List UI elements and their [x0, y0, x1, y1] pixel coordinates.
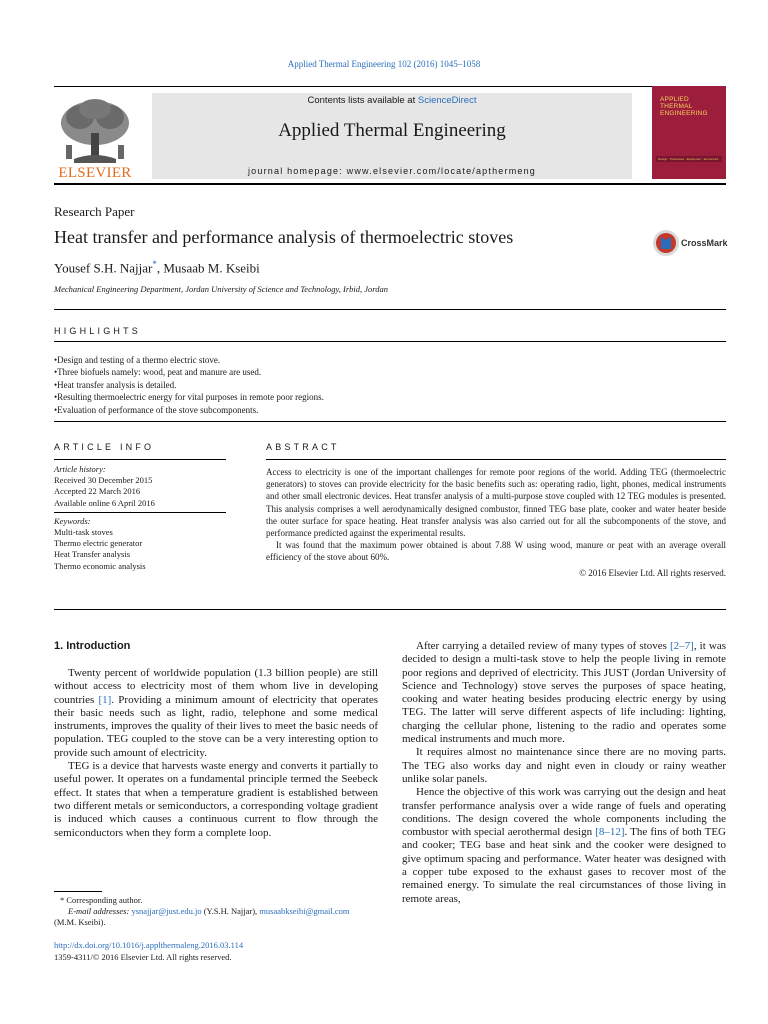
paper-title: Heat transfer and performance analysis of thermoelectric stoves	[54, 227, 514, 247]
journal-title: Applied Thermal Engineering	[278, 120, 506, 141]
body-paragraph: It requires almost no maintenance since there are no moving parts. The TEG also works day and night even in cloudy or rainy weather unlike solar panels.	[402, 746, 726, 785]
highlights-list	[54, 354, 726, 416]
highlights-heading: HIGHLIGHTS	[54, 326, 142, 336]
right-column	[402, 640, 726, 906]
info-divider	[54, 512, 226, 513]
issn-line: 1359-4311/© 2016 Elsevier Ltd. All rights reserved.	[54, 951, 232, 962]
body-paragraph	[402, 786, 726, 906]
article-info	[54, 464, 226, 572]
abstract-body	[266, 466, 726, 579]
cover-subtitle: Design · Processes · Equipment · Economics	[658, 157, 719, 161]
text-run: After carrying a detailed review of many types of stoves	[416, 640, 670, 652]
journal-reference[interactable]: Applied Thermal Engineering 102 (2016) 1045–1058	[287, 59, 481, 69]
abstract-rule	[266, 459, 726, 460]
doi-link[interactable]: http://dx.doi.org/10.1016/j.applthermaleng.2016.03.114	[54, 940, 244, 950]
keyword: Multi-task stoves	[54, 527, 113, 538]
keyword: Thermo electric generator	[54, 538, 143, 549]
highlight-item: • Three biofuels namely: wood, peat and manure are used.	[54, 366, 726, 378]
history-accepted: Accepted 22 March 2016	[54, 486, 141, 497]
email-line	[54, 906, 384, 917]
left-column	[54, 667, 378, 840]
body-paragraph	[402, 640, 726, 746]
crossmark-button[interactable]	[652, 229, 732, 259]
text-run: . The fins of both TEG and cooker; TEG base and heat sink and the cooker were designed to give optimum spacing and performance. Water heater was designed with a copper tube exposed to the exhaust gases to recover most of the remained energy. To simulate the real circumstances of those living in remote areas,	[402, 826, 727, 905]
citation-link[interactable]: [2–7]	[669, 640, 694, 652]
journal-homepage[interactable]: journal homepage: www.elsevier.com/locate/apthermeng	[247, 166, 537, 176]
section-rule	[54, 341, 726, 342]
history-received: Received 30 December 2015	[54, 475, 153, 486]
section-heading: 1. Introduction	[54, 640, 131, 652]
email-owner: (Y.S.H. Najjar),	[203, 906, 258, 917]
keyword: Heat Transfer analysis	[54, 549, 131, 560]
abstract-paragraph: Access to electricity is one of the important challenges for remote poor regions of the world. Adding TEG (thermoelectric generators) to stoves can provide electricity for the basic benefits such as: operating radio, light, phones, medical instruments and other small electronic devices. Heat transfer analysis of a multi-purpose stove coupled with 12 TEG modules is presented. This analysis comprises a well aerodynamically designed combustor, finned TEG base plate, cooker and water heater beside the outer surface for space heating. Heat transfer analysis was also carried out for all the subcomponents of the stove, and performance predicted against the experimental results.	[266, 467, 726, 539]
sciencedirect-link[interactable]: ScienceDirect	[417, 95, 477, 106]
body-paragraph	[54, 667, 378, 760]
doi-block	[54, 940, 243, 963]
keywords-label: Keywords:	[54, 515, 91, 526]
corresponding-mark[interactable]: *	[152, 259, 157, 269]
history-online: Available online 6 April 2016	[54, 497, 155, 508]
corresponding-note	[54, 895, 384, 906]
footnote-mark: *	[60, 895, 65, 905]
info-rule	[54, 459, 226, 460]
highlight-item: • Evaluation of performance of the stove subcomponents.	[54, 404, 726, 416]
section-rule	[54, 609, 726, 610]
email-link[interactable]: musaabkseibi@gmail.com	[259, 906, 350, 917]
contents-prefix: Contents lists available at	[307, 95, 418, 106]
author-name: Musaab M. Kseibi	[163, 260, 260, 276]
abstract-paragraph: It was found that the maximum power obtained is about 7.88 W using wood, manure or peat with an average overall efficiency of the stove about 60%.	[266, 540, 726, 563]
email-link[interactable]: ysnajjar@just.edu.jo	[131, 906, 202, 917]
email-label: E-mail addresses:	[68, 906, 130, 917]
text-run: , it was decided to design a multi-task stove to help the people living in remote poor regions and deprived of electricity. This JUST (Jordan University of Science and Technology) stove serves the purposes of space heating, cooking and water heating besides producing electric energy by using TEG. The latter will serve different aspects of life including: lighting, charging the cellular phone, listening to the radio and operates some medical instruments and much more.	[402, 640, 726, 746]
section-rule	[54, 421, 726, 422]
author-name: Yousef S.H. Najjar	[54, 260, 153, 276]
history-label: Article history:	[54, 464, 106, 474]
footnote-rule	[54, 891, 102, 892]
email-owner: (M.M. Kseibi).	[54, 917, 106, 928]
publisher-name: ELSEVIER	[58, 165, 132, 181]
text-run: . Providing a minimum amount of electricity that operates their basic needs such as light, radio, telephone and some medical instruments, improves the quality of their lives to meet the basic needs of population. TEG coupled to the stove can be a very interesting option to provide such amount of electricity.	[54, 693, 378, 759]
footnote	[54, 895, 384, 929]
text-run: Hence the objective of this work was carrying out the design and heat transfer performance analysis over a wide range of fuels and operating conditions. The design covered the whole components including the combustor with special aerothermal design	[402, 786, 726, 839]
body-paragraph: TEG is a device that harvests waste energy and converts it partially to useful power. It operates on a fundamental principle termed the Seebeck effect. It states that when a temperature gradient is established between two different metals or semiconductors, a corresponding voltage gradient is induced which causes a continuous current to flow through the semiconductors when they form a complete loop.	[54, 760, 378, 839]
citation-link[interactable]: [8–12]	[595, 826, 625, 839]
authors	[54, 259, 260, 276]
cover-title-line: ENGINEERING	[660, 110, 708, 117]
cover-title	[660, 96, 708, 117]
contents-line	[152, 95, 632, 106]
corresponding-label: Corresponding author.	[66, 895, 143, 905]
article-type: Research Paper	[54, 204, 135, 219]
highlight-item: • Design and testing of a thermo electric stove.	[54, 354, 726, 366]
citation-link[interactable]: [1]	[98, 693, 112, 706]
highlight-item: • Resulting thermoelectric energy for vital purposes in remote poor regions.	[54, 391, 726, 403]
article-info-heading: ARTICLE INFO	[54, 442, 155, 452]
journal-cover	[652, 86, 726, 179]
keyword: Thermo economic analysis	[54, 560, 146, 571]
crossmark-label: CrossMark	[681, 238, 728, 248]
author-separator: ,	[156, 260, 164, 276]
copyright-notice: © 2016 Elsevier Ltd. All rights reserved.	[579, 567, 726, 578]
header-rule	[54, 183, 726, 185]
affiliation: Mechanical Engineering Department, Jordan University of Science and Technology, Irbid, Jordan	[54, 284, 389, 294]
text-run: Twenty percent of worldwide population (1.3 billion people) are still without access to electricity most of them whom live in developing countries	[54, 667, 378, 706]
section-rule	[54, 309, 726, 310]
abstract-heading: ABSTRACT	[266, 442, 340, 452]
highlight-item: • Heat transfer analysis is detailed.	[54, 379, 726, 391]
top-rule	[54, 86, 726, 87]
cover-title-line: THERMAL	[660, 103, 693, 110]
cover-title-line: APPLIED	[660, 96, 689, 103]
crossmark-icon	[652, 229, 680, 257]
